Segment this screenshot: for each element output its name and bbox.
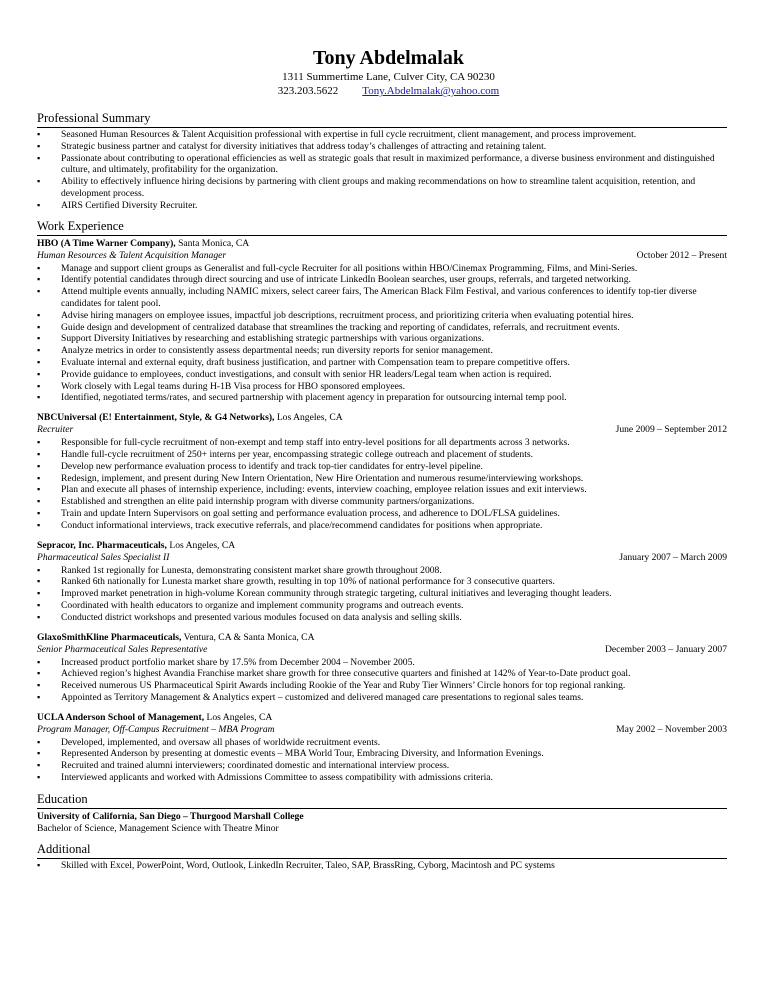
- company-location: Los Angeles, CA: [204, 711, 273, 723]
- job-dates: October 2012 – Present: [636, 249, 727, 261]
- phone-number: 323.203.5622: [277, 85, 339, 97]
- list-item: ▪ Passionate about contributing to operational efficiencies as well as strategic goals that result in maximized performance, a diverse business environment and distinguished culture, and ultimately, profitability for the organization.: [37, 153, 727, 177]
- section-title: Work Experience: [37, 219, 727, 236]
- list-item: ▪ Skilled with Excel, PowerPoint, Word, Outlook, LinkedIn Recruiter, Taleo, SAP, BrassRing, Cyborg, Macintosh and PC systems: [37, 860, 727, 872]
- company-name: GlaxoSmithKline Pharmaceuticals,: [37, 631, 182, 643]
- role-row: [37, 552, 727, 564]
- list-item: ▪ Guide design and development of centralized database that streamlines the tracking and reporting of candidates, referrals, and recruitment events.: [37, 322, 727, 334]
- company-line: [37, 712, 727, 724]
- list-item: ▪ Plan and execute all phases of internship experience, including: events, interview coaching, employee relation issues and exit interviews.: [37, 484, 727, 496]
- list-item: ▪ Provide guidance to employees, conduct investigations, and consult with senior HR leaders/Legal team when action is required.: [37, 369, 727, 381]
- role-row: [37, 250, 727, 262]
- list-item: ▪ AIRS Certified Diversity Recruiter.: [37, 200, 727, 212]
- list-item: ▪ Strategic business partner and catalyst for diversity initiatives that address today’s challenges of attracting and retaining talent.: [37, 141, 727, 153]
- list-item: ▪ Seasoned Human Resources & Talent Acquisition professional with expertise in full cycle recruitment, client management, and process improvement.: [37, 129, 727, 141]
- list-item: ▪ Identify potential candidates through direct sourcing and use of intricate LinkedIn Boolean searches, user groups, referrals, and targeted networking.: [37, 274, 727, 286]
- section-work-experience: [37, 219, 727, 784]
- education-degree: Bachelor of Science, Management Science with Theatre Minor: [37, 822, 279, 834]
- company-name: NBCUniversal (E! Entertainment, Style, & G4 Networks),: [37, 412, 275, 424]
- list-item: ▪ Advise hiring managers on employee issues, impactful job descriptions, recruitment process, and prioritizing criteria when evaluating potential hires.: [37, 310, 727, 322]
- section-education: [37, 792, 727, 835]
- company-line: [37, 238, 727, 250]
- job-bullets: [37, 657, 727, 704]
- company-location: Santa Monica, CA: [175, 237, 250, 249]
- company-line: [37, 412, 727, 424]
- company-location: Ventura, CA & Santa Monica, CA: [181, 631, 315, 643]
- list-item: ▪ Handle full-cycle recruitment of 250+ interns per year, encompassing strategic college outreach and placement of students.: [37, 449, 727, 461]
- role-row: [37, 424, 727, 436]
- list-item: ▪ Develop new performance evaluation process to identify and track top-tier candidates for entry-level pipeline.: [37, 461, 727, 473]
- company-name: HBO (A Time Warner Company),: [37, 237, 176, 249]
- list-item: ▪ Developed, implemented, and oversaw all phases of worldwide recruitment events.: [37, 737, 727, 749]
- list-item: ▪ Evaluate internal and external equity, draft business justification, and partner with Compensation team to prepare competitive offers.: [37, 357, 727, 369]
- list-item: ▪ Established and strengthen an elite paid internship program with diverse community partners/organizations.: [37, 496, 727, 508]
- list-item: ▪ Identified, negotiated terms/rates, and secured partnership with placement agency in preparation for outsourcing internal temp pool.: [37, 392, 727, 404]
- list-item: ▪ Redesign, implement, and present during New Intern Orientation, New Hire Orientation and numerous resume/interviewing workshops.: [37, 473, 727, 485]
- summary-list: [37, 129, 727, 212]
- list-item: ▪ Attend multiple events annually, including NAMIC mixers, select career fairs, The American Black Film Festival, and various conferences to identify top-tier diverse candidates for talent pool.: [37, 286, 727, 310]
- job-title: Pharmaceutical Sales Specialist II: [37, 551, 170, 563]
- job-entry-hbo: [37, 238, 727, 405]
- additional-list: [37, 860, 727, 872]
- company-name: UCLA Anderson School of Management,: [37, 711, 205, 723]
- list-item: ▪ Support Diversity Initiatives by researching and establishing strategic partnerships with various organizations.: [37, 333, 727, 345]
- section-title: Additional: [37, 842, 727, 859]
- company-name: Sepracor, Inc. Pharmaceuticals,: [37, 539, 167, 551]
- list-item: ▪ Ranked 1st regionally for Lunesta, demonstrating consistent market share growth throughout 2008.: [37, 565, 727, 577]
- list-item: ▪ Recruited and trained alumni interviewers; coordinated domestic and international interview process.: [37, 760, 727, 772]
- job-dates: June 2009 – September 2012: [615, 424, 727, 436]
- job-entry-ucla-anderson: [37, 712, 727, 784]
- job-title: Human Resources & Talent Acquisition Manager: [37, 249, 227, 261]
- job-bullets: [37, 565, 727, 624]
- list-item: ▪ Analyze metrics in order to consistently assess departmental needs; run diversity reports for senior management.: [37, 345, 727, 357]
- job-dates: May 2002 – November 2003: [616, 723, 727, 735]
- role-row: [37, 724, 727, 736]
- job-dates: December 2003 – January 2007: [604, 643, 727, 655]
- list-item: ▪ Ability to effectively influence hiring decisions by partnering with client groups and making recommendations on how to streamline talent acquisition, retention, and development process.: [37, 176, 727, 200]
- job-bullets: [37, 263, 727, 405]
- company-line: [37, 540, 727, 552]
- list-item: ▪ Represented Anderson by presenting at domestic events – MBA World Tour, Embracing Diversity, and Information Evenings.: [37, 748, 727, 760]
- list-item: ▪ Achieved region’s highest Avandia Franchise market share growth for three consecutive quarters and finished at 142% of Year-to-Date product goal.: [37, 668, 727, 680]
- job-bullets: [37, 437, 727, 531]
- company-location: Los Angeles, CA: [166, 539, 236, 551]
- candidate-name: Tony Abdelmalak: [313, 47, 464, 69]
- list-item: ▪ Interviewed applicants and worked with Admissions Committee to assess compatibility with admissions criteria.: [37, 772, 727, 784]
- email-link[interactable]: Tony.Abdelmalak@yahoo.com: [362, 85, 500, 97]
- address: 1311 Summertime Lane, Culver City, CA 90230: [282, 71, 495, 83]
- role-row: [37, 644, 727, 656]
- job-entry-glaxosmithkline: [37, 632, 727, 704]
- job-entry-sepracor: [37, 540, 727, 624]
- section-title: Education: [37, 792, 727, 809]
- job-dates: January 2007 – March 2009: [619, 551, 727, 563]
- section-title: Professional Summary: [37, 111, 727, 128]
- list-item: ▪ Appointed as Territory Management & Analytics expert – customized and delivered managed care presentations to regional sales teams.: [37, 692, 727, 704]
- list-item: ▪ Increased product portfolio market share by 17.5% from December 2004 – November 2005.: [37, 657, 727, 669]
- job-title: Program Manager, Off-Campus Recruitment – MBA Program: [37, 723, 275, 735]
- company-location: Los Angeles, CA: [274, 412, 343, 424]
- section-professional-summary: [37, 111, 727, 212]
- list-item: ▪ Conduct informational interviews, track executive referrals, and place/recommend candidates for positions when appropriate.: [37, 520, 727, 532]
- list-item: ▪ Coordinated with health educators to organize and implement community programs and outreach events.: [37, 600, 727, 612]
- resume-header: [0, 46, 769, 98]
- list-item: ▪ Ranked 6th nationally for Lunesta market share growth, resulting in top 10% of national performance for 3 consecutive quarters.: [37, 576, 727, 588]
- contact-line: [8, 84, 769, 98]
- resume-body: [37, 111, 727, 879]
- company-line: [37, 632, 727, 644]
- education-school: University of California, San Diego – Thurgood Marshall College: [37, 810, 304, 822]
- list-item: ▪ Conducted district workshops and presented various modules focused on data analysis and selling skills.: [37, 612, 727, 624]
- list-item: ▪ Improved market penetration in high-volume Korean community through strategic targeting, cultural initiatives and leveraging thought leaders.: [37, 588, 727, 600]
- job-title: Recruiter: [37, 424, 74, 436]
- job-bullets: [37, 737, 727, 784]
- section-additional: [37, 842, 727, 872]
- list-item: ▪ Responsible for full-cycle recruitment of non-exempt and temp staff into entry-level positions for all departments across 3 networks.: [37, 437, 727, 449]
- list-item: ▪ Received numerous US Pharmaceutical Spirit Awards including Rookie of the Year and Ruby Tier Winners’ Circle honors for top regional ranking.: [37, 680, 727, 692]
- list-item: ▪ Train and update Intern Supervisors on goal setting and performance evaluation process, and adherence to DOL/FLSA guidelines.: [37, 508, 727, 520]
- list-item: ▪ Manage and support client groups as Generalist and full-cycle Recruiter for all positions within HBO/Cinemax Programming, Films, and Mini-Series.: [37, 263, 727, 275]
- list-item: ▪ Work closely with Legal teams during H-1B Visa process for HBO sponsored employees.: [37, 381, 727, 393]
- job-entry-nbcuniversal: [37, 412, 727, 531]
- job-title: Senior Pharmaceutical Sales Representative: [37, 643, 208, 655]
